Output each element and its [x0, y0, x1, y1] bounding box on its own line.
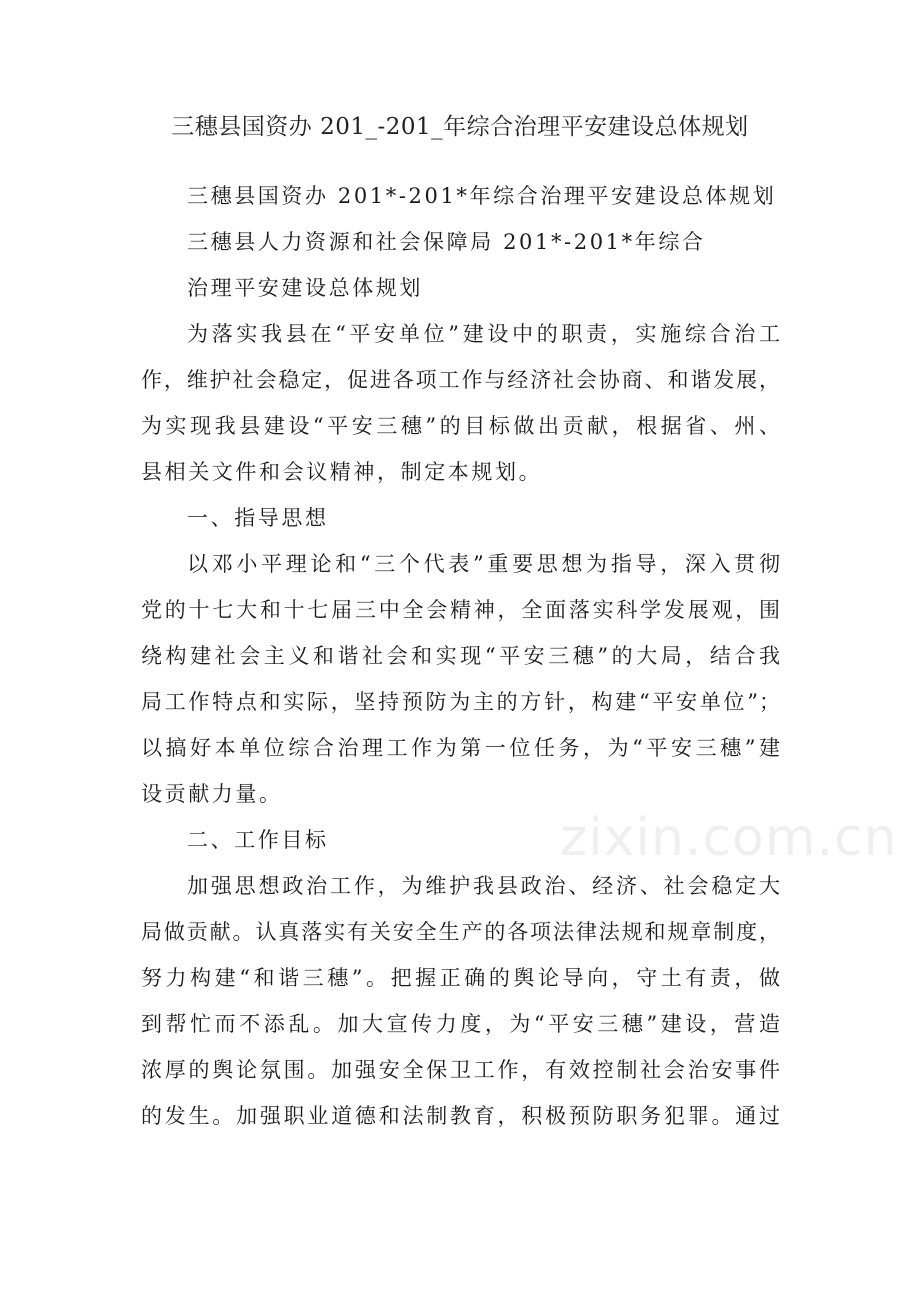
subtitle-line-1: 三穗县国资办 201*-201*年综合治理平安建设总体规划: [187, 184, 777, 208]
section-body-line: 的发生。加强职业道德和法制教育，积极预防职务犯罪。通过: [141, 1104, 781, 1128]
intro-line: 作，维护社会稳定，促进各项工作与经济社会协商、和谐发展，: [141, 368, 781, 392]
section-body-line: 以邓小平理论和“三个代表”重要思想为指导，深入贯彻: [187, 552, 781, 576]
section-body-line: 党的十七大和十七届三中全会精神，全面落实科学发展观，围: [141, 598, 781, 622]
section-body-line: 浓厚的舆论氛围。加强安全保卫工作，有效控制社会治安事件: [141, 1058, 781, 1082]
section-body-line: 以搞好本单位综合治理工作为第一位任务，为“平安三穗”建: [141, 736, 781, 760]
section-body-line: 加强思想政治工作，为维护我县政治、经济、社会稳定大: [187, 874, 781, 898]
section-body-line: 努力构建“和谐三穗”。把握正确的舆论导向，守土有责，做: [141, 966, 781, 990]
section-body-line: 局工作特点和实际，坚持预防为主的方针，构建“平安单位”；: [141, 690, 781, 714]
watermark: zixin.com.cn: [560, 808, 898, 868]
subtitle-line-2: 三穗县人力资源和社会保障局 201*-201*年综合: [187, 230, 706, 254]
document-title: 三穗县国资办 201_-201_年综合治理平安建设总体规划: [171, 114, 749, 140]
section-heading: 一、指导思想: [187, 506, 329, 530]
subtitle-line-3: 治理平安建设总体规划: [187, 276, 423, 300]
section-body-line: 绕构建社会主义和谐社会和实现“平安三穗”的大局，结合我: [141, 644, 781, 668]
intro-line: 县相关文件和会议精神，制定本规划。: [141, 460, 543, 484]
section-body-line: 设贡献力量。: [141, 782, 283, 806]
section-heading: 二、工作目标: [187, 828, 329, 852]
intro-line: 为实现我县建设“平安三穗”的目标做出贡献，根据省、州、: [141, 414, 781, 438]
intro-line: 为落实我县在“平安单位”建设中的职责，实施综合治工: [187, 322, 781, 346]
section-body-line: 局做贡献。认真落实有关安全生产的各项法律法规和规章制度，: [141, 920, 781, 944]
section-body-line: 到帮忙而不添乱。加大宣传力度，为“平安三穗”建设，营造: [141, 1012, 781, 1036]
